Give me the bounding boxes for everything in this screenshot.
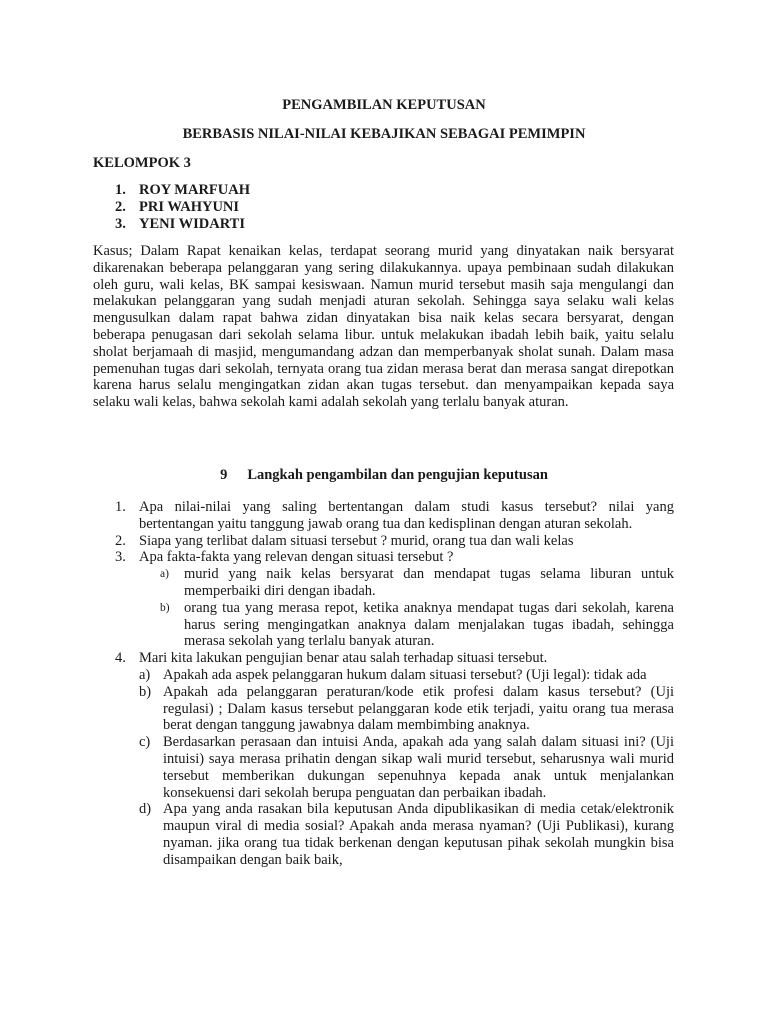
document-subtitle: BERBASIS NILAI-NILAI KEBAJIKAN SEBAGAI PEMIMPIN <box>182 126 586 142</box>
test-label: d) <box>139 801 152 818</box>
fact-text: murid yang naik kelas bersyarat dan mendapat tugas selama liburan untuk memperbaiki diri dengan ibadah. <box>184 566 674 599</box>
test-label: a) <box>139 666 151 683</box>
member-item <box>115 199 250 216</box>
member-number: 1. <box>115 182 126 198</box>
steps-heading-number: 9 <box>220 467 228 483</box>
member-name: ROY MARFUAH <box>139 182 251 198</box>
test-item <box>139 801 674 868</box>
fact-item <box>139 600 674 650</box>
test-item <box>139 667 674 684</box>
member-number: 3. <box>115 215 126 232</box>
fact-label: b) <box>160 601 170 614</box>
test-label: c) <box>139 734 151 751</box>
steps-heading <box>0 467 768 484</box>
member-name: PRI WAHYUNI <box>139 198 240 215</box>
test-text: Apakah ada pelanggaran peraturan/kode etik profesi dalam kasus tersebut? (Uji regulasi) ; Dalam kasus tersebut pelanggaran kode etik terjadi, yaitu orang tua merasa berat dengan tanggung jawabnya dalam membimbing anaknya. <box>163 683 674 734</box>
document-title: PENGAMBILAN KEPUTUSAN <box>282 97 486 113</box>
step-number: 2. <box>115 532 126 549</box>
fact-item <box>139 566 674 600</box>
test-item <box>139 684 674 734</box>
member-name: YENI WIDARTI <box>139 215 245 232</box>
member-list <box>115 182 250 232</box>
step-text: Mari kita lakukan pengujian benar atau salah terhadap situasi tersebut. <box>139 650 548 667</box>
group-label: KELOMPOK 3 <box>93 155 191 171</box>
step-item <box>115 650 674 868</box>
steps-list <box>115 499 674 869</box>
step-number: 1. <box>115 499 126 515</box>
test-label: b) <box>139 683 152 700</box>
step-number: 3. <box>115 549 126 566</box>
member-item <box>115 216 250 233</box>
test-text: Apakah ada aspek pelanggaran hukum dalam situasi tersebut? (Uji legal): tidak ada <box>163 666 647 683</box>
step-number: 4. <box>115 650 126 667</box>
test-text: Apa yang anda rasakan bila keputusan Anda dipublikasikan di media cetak/elektronik maupun viral di media sosial? Apakah anda merasa nyaman? (Uji Publikasi), kurang nyaman. jika orang tua tidak berkenan dengan keputusan pihak sekolah mungkin bisa disampaikan dengan baik baik, <box>163 801 674 868</box>
fact-list <box>139 566 674 650</box>
test-item <box>139 734 674 801</box>
step-item <box>115 533 674 550</box>
steps-heading-text: Langkah pengambilan dan pengujian keputusan <box>247 467 548 483</box>
test-list <box>139 667 674 869</box>
fact-label: a) <box>160 568 169 581</box>
step-text: Apa nilai-nilai yang saling bertentangan dalam studi kasus tersebut? nilai yang bertentangan yaitu tanggung jawab orang tua dan kedisplinan dengan aturan sekolah. <box>139 499 674 532</box>
case-paragraph: Kasus; Dalam Rapat kenaikan kelas, terdapat seorang murid yang dinyatakan naik bersyarat dikarenakan beberapa pelanggaran yang sering dilakukannya. upaya pembinaan sudah dilakukan oleh guru, wali kelas, BK sampai kesiswaan. Namun murid tersebut masih saja mengulangi dan melakukan pelanggaran yang sudah menjadi aturan sekolah. Sehingga saya selaku wali kelas mengusulkan dalam rapat bahwa zidan dinyatakan bisa naik kelas secara bersyarat, dengan beberapa penugasan dari sekolah selama libur. untuk melakukan ibadah lebih baik, yaitu selalu sholat berjamaah di masjid, mengumandang adzan dan memperbanyak sholat sunah. Dalam masa pemenuhan tugas dari sekolah, ternyata orang tua zidan merasa berat dan merasa sangat direpotkan karena harus selalu mengingatkan zidan akan tugas tersebut. dan menyampaikan kepada saya selaku wali kelas, bahwa sekolah kami adalah sekolah yang terlalu banyak aturan. <box>93 243 674 411</box>
step-item <box>115 549 674 650</box>
test-text: Berdasarkan perasaan dan intuisi Anda, apakah ada yang salah dalam situasi ini? (Uji intuisi) saya merasa prihatin dengan sikap wali murid tersebut, seharusnya wali murid tersebut memberikan dukungan sepenuhnya kepada anak untuk menjalankan konsekuensi dari sekolah berupa penguatan dan perbaikan ibadah. <box>163 734 674 801</box>
member-number: 2. <box>115 198 126 215</box>
step-text: Siapa yang terlibat dalam situasi tersebut ? murid, orang tua dan wali kelas <box>139 532 574 549</box>
member-item <box>115 182 250 199</box>
step-item <box>115 499 674 533</box>
step-text: Apa fakta-fakta yang relevan dengan situasi tersebut ? <box>139 549 454 566</box>
fact-text: orang tua yang merasa repot, ketika anaknya mendapat tugas dari sekolah, karena harus sering mengingatkan anaknya dalam menjalakan tugas ibadah, sehingga merasa sekolah yang terlalu banyak aturan. <box>184 599 674 650</box>
